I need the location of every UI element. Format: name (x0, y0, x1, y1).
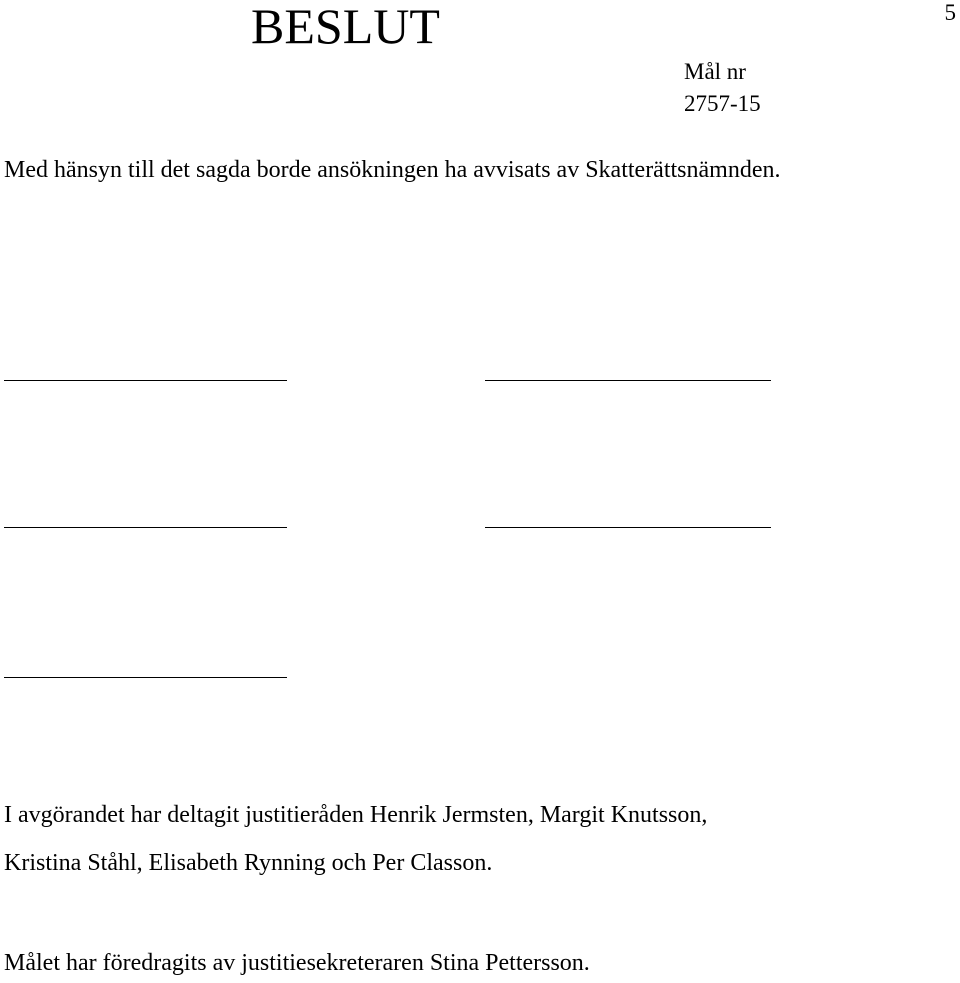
rapporteur-paragraph: Målet har föredragits av justitiesekreteraren Stina Pettersson. (4, 950, 590, 976)
signature-line (4, 527, 287, 528)
signature-line (485, 527, 771, 528)
participants-line-1: I avgörandet har deltagit justitieråden Henrik Jermsten, Margit Knutsson, (4, 802, 708, 828)
document-title: BESLUT (251, 0, 440, 54)
case-number: 2757-15 (684, 91, 761, 116)
signature-line (485, 380, 771, 381)
participants-line-2: Kristina Ståhl, Elisabeth Rynning och Per Classon. (4, 850, 493, 876)
conclusion-paragraph: Med hänsyn till det sagda borde ansökningen ha avvisats av Skatterättsnämnden. (4, 157, 781, 183)
signature-line (4, 677, 287, 678)
case-number-label: Mål nr (684, 59, 746, 84)
page-number: 5 (944, 0, 956, 25)
signature-line (4, 380, 287, 381)
